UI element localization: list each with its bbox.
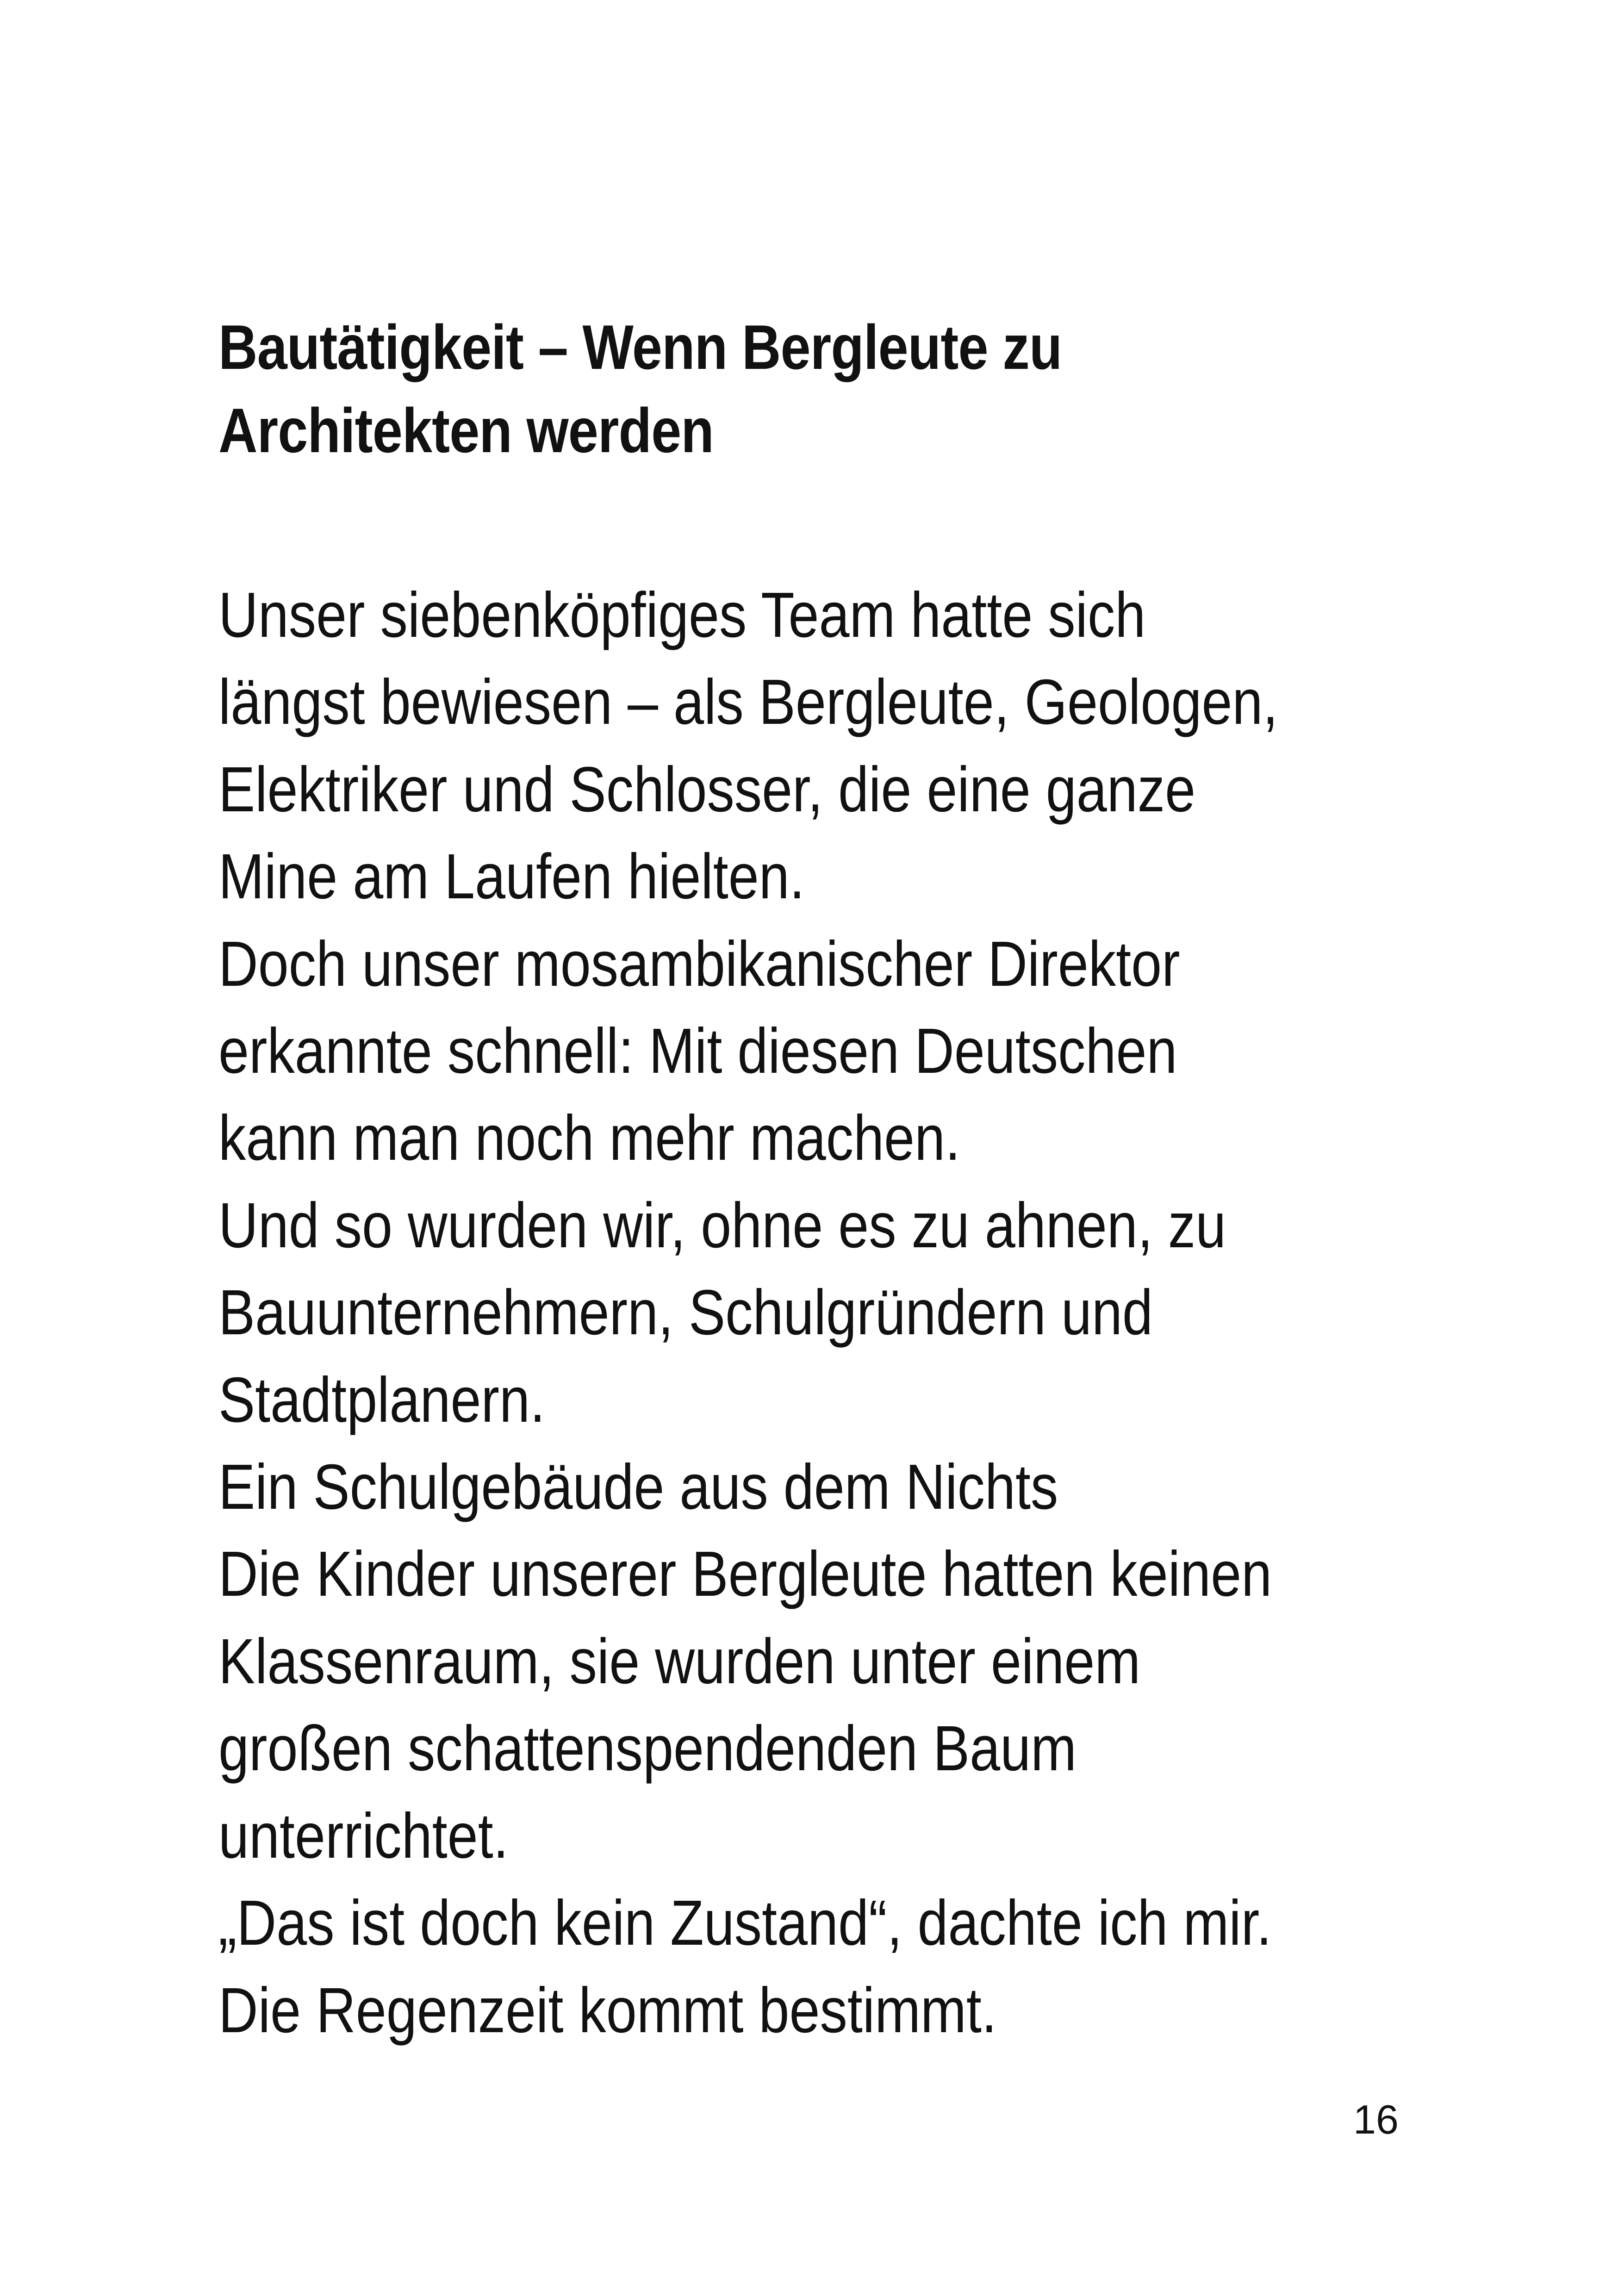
text-line: Mine am Laufen hielten. xyxy=(218,841,805,913)
text-line: Doch unser mosambikanischer Direktor xyxy=(218,928,1180,1000)
heading-line: Architekten werden xyxy=(218,395,714,466)
text-line: erkannte schnell: Mit diesen Deutschen xyxy=(218,1015,1177,1087)
text-line: Unser siebenköpfiges Team hatte sich xyxy=(218,579,1146,651)
page-number: 16 xyxy=(1353,2097,1399,2142)
heading-line: Bautätigkeit – Wenn Bergleute zu xyxy=(218,312,1062,382)
text-line: Klassenraum, sie wurden unter einem xyxy=(218,1625,1141,1697)
text-line: Bauunternehmern, Schulgründern und xyxy=(218,1277,1153,1349)
text-line: kann man noch mehr machen. xyxy=(218,1102,961,1174)
text-line: Elektriker und Schlosser, die eine ganze xyxy=(218,753,1196,825)
text-line: Die Kinder unserer Bergleute hatten keinen xyxy=(218,1538,1272,1610)
text-line: unterrichtet. xyxy=(218,1800,509,1872)
body-text xyxy=(218,572,1452,2054)
text-line: Stadtplanern. xyxy=(218,1364,546,1436)
chapter-heading xyxy=(218,305,1293,472)
text-line: Die Regenzeit kommt bestimmt. xyxy=(218,1974,997,2046)
text-line: Und so wurden wir, ohne es zu ahnen, zu xyxy=(218,1189,1226,1261)
text-line: Ein Schulgebäude aus dem Nichts xyxy=(218,1451,1058,1523)
text-line: „Das ist doch kein Zustand“, dachte ich mir. xyxy=(218,1887,1272,1959)
text-line: großen schattenspendenden Baum xyxy=(218,1713,1077,1785)
text-line: längst bewiesen – als Bergleute, Geologen, xyxy=(218,666,1278,738)
